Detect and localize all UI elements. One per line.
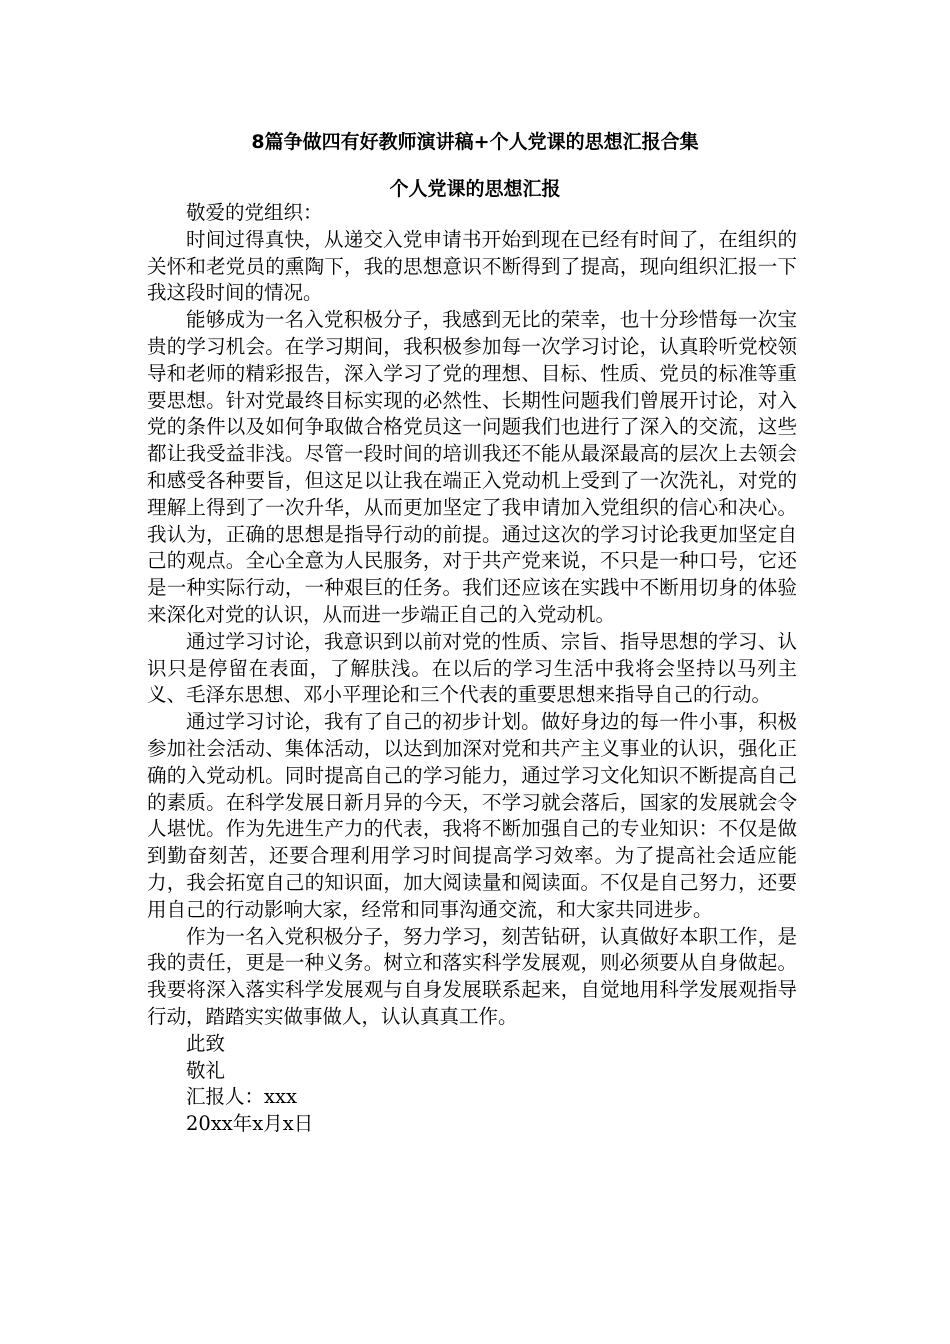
paragraph-3: 通过学习讨论，我意识到以前对党的性质、宗旨、指导思想的学习、认识只是停留在表面，了解肤浅。在以后的学习生活中我将会坚持以马列主义、毛泽东思想、邓小平理论和三个代表的重要思想来指导自己的行动。 (147, 629, 797, 707)
reporter-signature: 汇报人：xxx (186, 1085, 297, 1109)
paragraph-5: 作为一名入党积极分子，努力学习，刻苦钻研，认真做好本职工作，是我的责任，更是一种义务。树立和落实科学发展观，则必须要从自身做起。我要将深入落实科学发展观与自身发展联系起来，自觉地用科学发展观指导行动，踏踏实实做事做人，认认真真工作。 (147, 924, 797, 1028)
closing-salute: 敬礼 (186, 1058, 226, 1082)
closing-greeting: 此致 (186, 1031, 226, 1055)
report-date: 20xx年x月x日 (186, 1112, 314, 1136)
salutation: 敬爱的党组织： (186, 201, 323, 224)
document-subtitle: 个人党课的思想汇报 (389, 178, 561, 200)
document-body (147, 200, 797, 1138)
document-title: 8篇争做四有好教师演讲稿+个人党课的思想汇报合集 (251, 131, 699, 153)
paragraph-2: 能够成为一名入党积极分子，我感到无比的荣幸，也十分珍惜每一次宝贵的学习机会。在学习期间，我积极参加每一次学习讨论，认真聆听党校领导和老师的精彩报告，深入学习了党的理想、目标、性质、党员的标准等重要思想。针对党最终目标实现的必然性、长期性问题我们曾展开讨论，对入党的条件以及如何争取做合格党员这一问题我们也进行了深入的交流，这些都让我受益非浅。尽管一段时间的培训我还不能从最深最高的层次上去领会和感受各种要旨，但这足以让我在端正入党动机上受到了一次洗礼，对党的理解上得到了一次升华，从而更加坚定了我申请加入党组织的信心和决心。我认为，正确的思想是指导行动的前提。通过这次的学习讨论我更加坚定自己的观点。全心全意为人民服务，对于共产党来说，不只是一种口号，它还是一种实际行动，一种艰巨的任务。我们还应该在实践中不断用切身的体验来深化对党的认识，从而进一步端正自己的入党动机。 (147, 308, 797, 626)
paragraph-4: 通过学习讨论，我有了自己的初步计划。做好身边的每一件小事，积极参加社会活动、集体活动，以达到加深对党和共产主义事业的认识，强化正确的入党动机。同时提高自己的学习能力，通过学习文化知识不断提高自己的素质。在科学发展日新月异的今天，不学习就会落后，国家的发展就会令人堪忧。作为先进生产力的代表，我将不断加强自己的专业知识：不仅是做到勤奋刻苦，还要合理利用学习时间提高学习效率。为了提高社会适应能力，我会拓宽自己的知识面，加大阅读量和阅读面。不仅是自己努力，还要用自己的行动影响大家，经常和同事沟通交流，和大家共同进步。 (147, 710, 797, 921)
paragraph-1: 时间过得真快，从递交入党申请书开始到现在已经有时间了，在组织的关怀和老党员的熏陶下，我的思想意识不断得到了提高，现向组织汇报一下我这段时间的情况。 (147, 227, 797, 305)
